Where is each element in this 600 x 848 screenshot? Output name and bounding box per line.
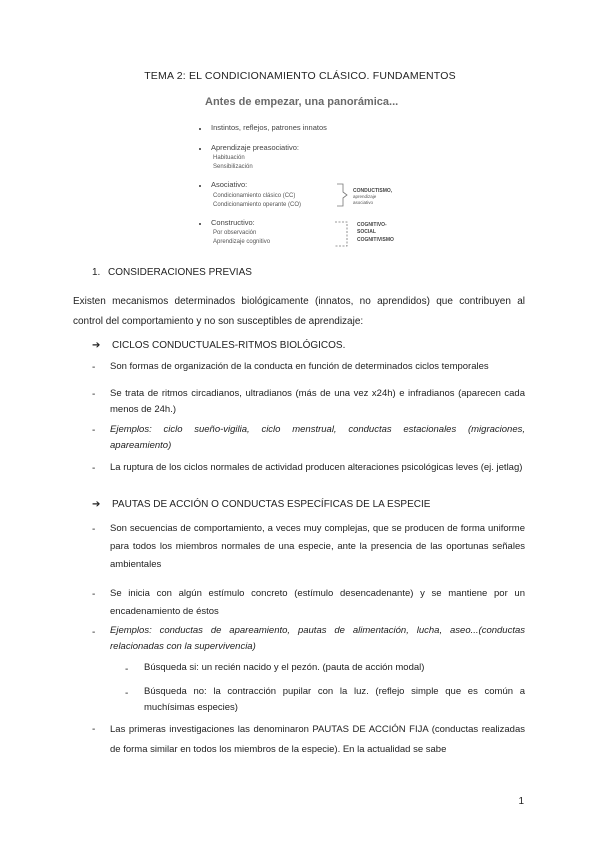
dash-marker: - xyxy=(92,425,96,436)
list-item: La ruptura de los ciclos normales de actividad producen alteraciones psicológicas leves (ej. jetlag) xyxy=(110,462,523,473)
figure-sub-sensibilizacion: Sensibilización xyxy=(213,164,253,170)
list-item: Se inicia con algún estímulo concreto (estímulo desencadenante) y se mantiene por un encadenamiento de éstos xyxy=(110,588,525,617)
intro-paragraph: Existen mecanismos determinados biológicamente (innatos, no aprendidos) que contribuyen al control del comportamiento y no son susceptibles de aprendizaje: xyxy=(73,296,525,327)
dash-marker: - xyxy=(92,389,96,400)
bracket-asociativo xyxy=(335,182,351,208)
sub-list-item: Búsqueda si: un recién nacido y el pezón. (pauta de acción modal) xyxy=(144,662,425,673)
list-item: Son secuencias de comportamiento, a veces muy complejas, que se producen de forma uniforme para todos los miembros normales de una especie, ante la presencia de las oportunas señales ambientales xyxy=(110,523,525,570)
list-item: Ejemplos: ciclo sueño-vigilia, ciclo menstrual, conductas estacionales (migraciones, apareamiento) xyxy=(110,424,525,451)
figure-bullet-innate: Instintos, reflejos, patrones innatos xyxy=(211,123,327,132)
figure-sub-co: Condicionamiento operante (CO) xyxy=(213,202,302,208)
heading-ciclos xyxy=(92,340,345,351)
bullet-dot xyxy=(199,185,201,187)
dash-marker: - xyxy=(92,724,96,735)
figure-label-conductismo: CONDUCTISMO, xyxy=(353,188,393,194)
list-item: Se trata de ritmos circadianos, ultradianos (más de una vez x24h) e infradianos (aparecen cada menos de 24h.) xyxy=(110,388,525,415)
figure-label-asociativo: asociativo xyxy=(353,200,374,205)
figure-bullet-asociativo: Asociativo: xyxy=(211,180,248,189)
figure-bullet-constructivo: Constructivo: xyxy=(211,218,255,227)
heading-ciclos-text: CICLOS CONDUCTUALES-RITMOS BIOLÓGICOS. xyxy=(112,340,346,351)
section-label: CONSIDERACIONES PREVIAS xyxy=(108,267,252,278)
list-item: Ejemplos: conductas de apareamiento, pautas de alimentación, lucha, aseo...(conductas relacionadas con la supervivencia) xyxy=(110,625,525,652)
dash-marker: - xyxy=(92,524,96,535)
overview-figure xyxy=(195,96,435,256)
sub-list-item: Búsqueda no: la contracción pupilar con la luz. (reflejo simple que es común a muchísimas especies) xyxy=(144,686,525,713)
figure-bullet-preasociativo: Aprendizaje preasociativo: xyxy=(211,143,299,152)
figure-sub-cc: Condicionamiento clásico (CC) xyxy=(213,193,296,199)
heading-pautas-text: PAUTAS DE ACCIÓN O CONDUCTAS ESPECÍFICAS DE LA ESPECIE xyxy=(112,499,431,510)
figure-label-cognitivo-social-2: SOCIAL xyxy=(357,229,376,235)
document-title: TEMA 2: EL CONDICIONAMIENTO CLÁSICO. FUNDAMENTOS xyxy=(144,70,456,82)
figure-label-aprendizaje: aprendizaje xyxy=(353,194,377,199)
bullet-dot xyxy=(199,223,201,225)
list-item: Las primeras investigaciones las denominaron PAUTAS DE ACCIÓN FIJA (conductas realizadas de forma similar en todos los miembros de la especie). En la actualidad se sabe xyxy=(110,724,525,755)
figure-label-cognitivismo: COGNITIVISMO xyxy=(357,237,394,243)
heading-pautas xyxy=(92,499,430,510)
figure-sub-cognitivo: Aprendizaje cognitivo xyxy=(213,239,271,245)
dash-marker: - xyxy=(125,688,129,699)
bracket-constructivo xyxy=(333,220,351,248)
page-number: 1 xyxy=(518,796,524,807)
dash-marker: - xyxy=(92,627,96,638)
arrow-icon: ➔ xyxy=(92,340,101,351)
figure-label-cognitivo-social-1: COGNITIVO- xyxy=(357,222,387,228)
dash-marker: - xyxy=(92,463,96,474)
dash-marker: - xyxy=(92,589,96,600)
bullet-dot xyxy=(199,128,201,130)
dash-marker: - xyxy=(125,664,129,675)
dash-marker: - xyxy=(92,362,96,373)
figure-heading: Antes de empezar, una panorámica... xyxy=(205,96,399,108)
section-number: 1. xyxy=(92,267,101,278)
bullet-dot xyxy=(199,148,201,150)
figure-sub-habituacion: Habituación xyxy=(213,155,245,161)
list-item: Son formas de organización de la conducta en función de determinados ciclos temporales xyxy=(110,361,489,372)
arrow-icon: ➔ xyxy=(92,499,101,510)
figure-sub-observacion: Por observación xyxy=(213,230,257,236)
